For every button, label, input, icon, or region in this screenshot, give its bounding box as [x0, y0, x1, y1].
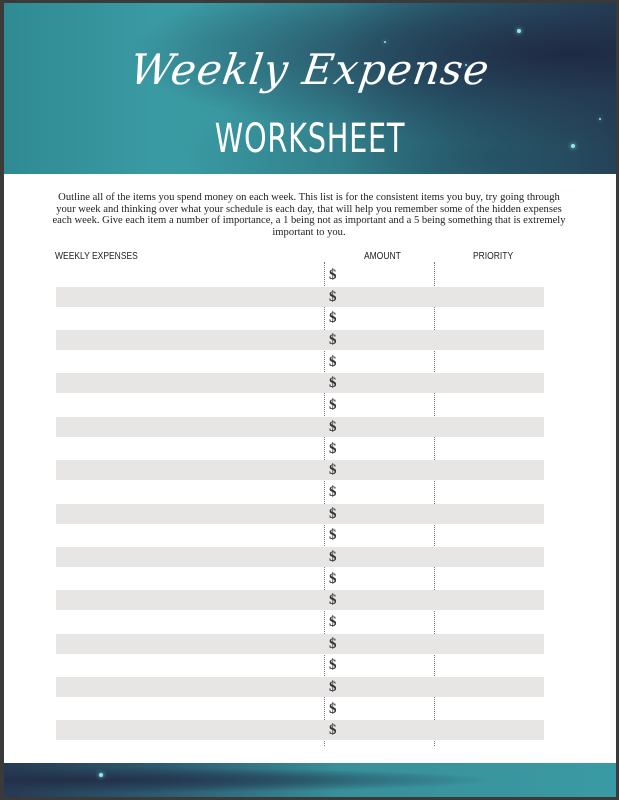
star-decoration [571, 144, 575, 148]
row-background [56, 634, 544, 654]
table-row[interactable] [56, 482, 544, 504]
dollar-sign: $ [329, 614, 337, 630]
title-main: WORKSHEET [214, 116, 406, 162]
table-row[interactable] [56, 720, 544, 742]
worksheet-page [4, 3, 616, 797]
table-row[interactable] [56, 395, 544, 417]
header-banner [4, 3, 616, 174]
star-decoration [99, 773, 103, 777]
dollar-sign: $ [329, 635, 337, 652]
row-background [56, 417, 544, 437]
table-row[interactable] [56, 655, 544, 677]
dollar-sign: $ [329, 657, 337, 674]
table-row[interactable] [56, 590, 544, 612]
dollar-sign: $ [329, 332, 337, 349]
dollar-sign: $ [329, 440, 337, 457]
table-row[interactable] [56, 612, 544, 634]
dollar-sign: $ [329, 288, 337, 305]
dollar-sign: $ [329, 418, 337, 435]
table-row[interactable] [56, 677, 544, 699]
star-decoration [384, 41, 386, 43]
row-background [56, 547, 544, 567]
dollar-sign: $ [329, 462, 337, 479]
star-decoration [517, 29, 521, 33]
table-row[interactable] [56, 417, 544, 439]
row-background [56, 460, 544, 480]
footer-banner [4, 763, 616, 797]
table-row[interactable] [56, 569, 544, 591]
table-row[interactable] [56, 460, 544, 482]
title-script: Weekly Expense [127, 45, 493, 94]
table-row[interactable] [56, 634, 544, 656]
column-header-expenses: WEEKLY EXPENSES [55, 251, 138, 262]
table-row[interactable] [56, 287, 544, 309]
dollar-sign: $ [329, 375, 337, 392]
dollar-sign: $ [329, 548, 337, 565]
row-background [56, 590, 544, 610]
dollar-sign: $ [329, 592, 337, 609]
dollar-sign: $ [329, 310, 337, 327]
dollar-sign: $ [329, 353, 337, 370]
table-row[interactable] [56, 330, 544, 352]
dollar-sign: $ [329, 700, 337, 717]
instructions-text: Outline all of the items you spend money on each week. This list is for the consistent items you buy, try going through your week and thinking over what your schedule is each day, that will help you remember some of the hidden expenses each week. Give each item a number of importance, a 1 being not as important and a 5 being something that is extremely important to you. [52, 192, 566, 238]
table-row[interactable] [56, 525, 544, 547]
row-background [56, 373, 544, 393]
expense-table [56, 265, 544, 742]
dollar-sign: $ [329, 722, 337, 739]
dollar-sign: $ [329, 397, 337, 414]
row-background [56, 504, 544, 524]
row-background [56, 330, 544, 350]
dollar-sign: $ [329, 483, 337, 500]
dollar-sign: $ [329, 505, 337, 522]
table-row[interactable] [56, 352, 544, 374]
row-background [56, 677, 544, 697]
dollar-sign: $ [329, 527, 337, 544]
dollar-sign: $ [329, 570, 337, 587]
dollar-sign: $ [329, 267, 337, 283]
row-background [56, 720, 544, 740]
table-row[interactable] [56, 504, 544, 526]
column-header-priority: PRIORITY [473, 251, 514, 262]
row-background [56, 287, 544, 307]
table-row[interactable] [56, 373, 544, 395]
table-row[interactable] [56, 265, 544, 287]
table-row[interactable] [56, 439, 544, 461]
star-decoration [599, 118, 601, 120]
table-row[interactable] [56, 547, 544, 569]
table-row[interactable] [56, 699, 544, 721]
dollar-sign: $ [329, 679, 337, 696]
table-row[interactable] [56, 308, 544, 330]
column-header-amount: AMOUNT [364, 251, 401, 262]
